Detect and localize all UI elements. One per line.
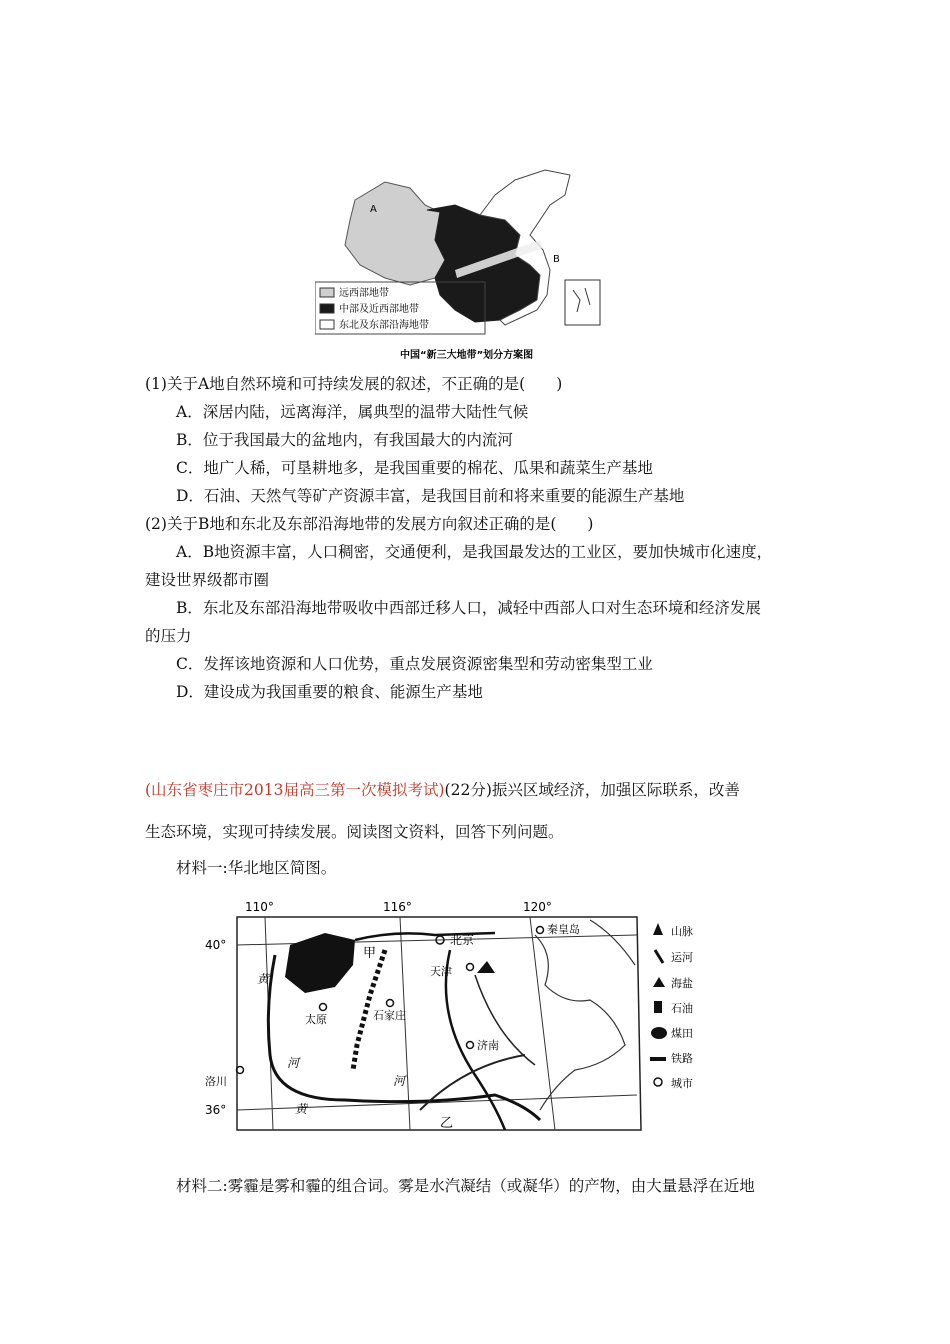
city-marker-taiyuan [320,1004,327,1011]
legend-city: 城市 [671,1077,693,1090]
legend-canal: 运河 [671,951,693,964]
legend-city-icon [654,1078,662,1086]
section-intro-line1 [145,780,740,800]
river-label-huang-1: 黄 [257,972,270,986]
china-zone-map-svg [315,160,615,370]
q2-option-b-line1: B．东北及东部沿海地带吸收中西部迁移人口，减轻中西部人口对生态环境和经济发展 [176,599,761,617]
legend-railway: 铁路 [671,1052,693,1065]
legend-railway-icon [650,1057,666,1061]
label-jia: 甲 [363,946,377,961]
legend-mountain: 山脉 [671,925,693,938]
q2-option-a-line1: A．B地资源丰富，人口稠密，交通便利，是我国最发达的工业区，要加快城市化速度， [176,543,773,561]
lat-label-40: 40° [205,938,227,952]
q1-stem: (1)关于A地自然环境和可持续发展的叙述，不正确的是( ) [145,375,563,393]
north-china-map [195,895,720,1140]
map1-label-b: B [553,254,560,265]
lon-label-110: 110° [245,900,274,914]
map1-legend-central: 中部及近西部地带 [339,304,419,315]
coastline-north [590,920,635,965]
map1-legend-west: 远西部地带 [339,288,389,299]
map1-legend-east: 东北及东部沿海地带 [339,320,429,331]
q1-option-c: C．地广人稀，可垦耕地多，是我国重要的棉花、瓜果和蔬菜生产基地 [176,459,653,477]
city-label-qinhuangdao: 秦皇岛 [547,923,580,936]
q2-option-b-line2: 的压力 [145,627,192,645]
north-china-map-svg [195,895,720,1140]
label-yi: 乙 [440,1116,454,1131]
river-label-he-1: 河 [287,1056,300,1070]
section-intro-text: (22分)振兴区域经济，加强区际联系，改善 [444,781,740,799]
q2-option-d: D．建设成为我国重要的粮食、能源生产基地 [176,683,483,701]
south-sea-inset [565,280,600,325]
city-label-beijing: 北京 [450,933,475,947]
q2-stem: (2)关于B地和东北及东部沿海地带的发展方向叙述正确的是( ) [145,515,594,533]
lon-label-116: 116° [383,900,412,914]
legend-coal-icon [651,1027,667,1039]
material1-title: 材料一:华北地区简图。 [176,859,337,877]
q2-option-c: C．发挥该地资源和人口优势，重点发展资源密集型和劳动密集型工业 [176,655,653,673]
sea-salt-marker [477,961,495,973]
section-intro-line2: 生态环境，实现可持续发展。阅读图文资料，回答下列问题。 [145,823,564,841]
city-label-taiyuan: 太原 [305,1013,327,1026]
city-marker-shijiazhuang [387,1000,394,1007]
river-label-huang-2: 黄 [295,1102,308,1116]
legend-coal: 煤田 [671,1027,693,1040]
river-label-he-2: 河 [393,1074,406,1088]
q2-option-a-line2: 建设世界级都市圈 [145,571,270,589]
coastline [535,935,625,1110]
legend-salt: 海盐 [671,977,693,990]
legend-central-swatch [320,304,334,313]
q1-option-a: A．深居内陆，远离海洋，属典型的温带大陆性气候 [176,403,529,421]
west-zone-region [345,182,445,285]
legend-east-swatch [320,320,334,329]
legend-salt-icon [653,977,665,987]
city-label-jinan: 济南 [477,1039,499,1052]
q1-option-d: D．石油、天然气等矿产资源丰富，是我国目前和将来重要的能源生产基地 [176,487,685,505]
map1-caption: 中国“新三大地带”划分方案图 [400,350,534,361]
legend-west-swatch [320,288,334,297]
material2-text: 材料二:雾霾是雾和霾的组合词。雾是水汽凝结（或凝华）的产物，由大量悬浮在近地 [176,1177,755,1195]
city-marker-tianjin [467,964,474,971]
lat-label-36: 36° [205,1103,227,1117]
city-label-tianjin: 天津 [430,965,452,978]
city-marker-qinhuangdao [537,927,544,934]
lon-label-120: 120° [523,900,552,914]
section-source: (山东省枣庄市2013届高三第一次模拟考试) [145,781,445,799]
q1-option-b: B．位于我国最大的盆地内，有我国最大的内流河 [176,431,513,449]
legend-canal-icon [655,950,663,963]
city-label-shijiazhuang: 石家庄 [373,1009,406,1022]
legend-oil: 石油 [671,1002,693,1015]
coal-field-region [285,933,355,993]
map1-label-a: A [370,204,377,215]
city-marker-jinan [467,1042,474,1049]
meridian-116 [400,917,410,1130]
china-zone-map [315,160,615,370]
city-label-luochuan: 洛川 [205,1075,227,1088]
legend-oil-icon [654,1001,662,1013]
legend-mountain-icon [653,923,663,935]
